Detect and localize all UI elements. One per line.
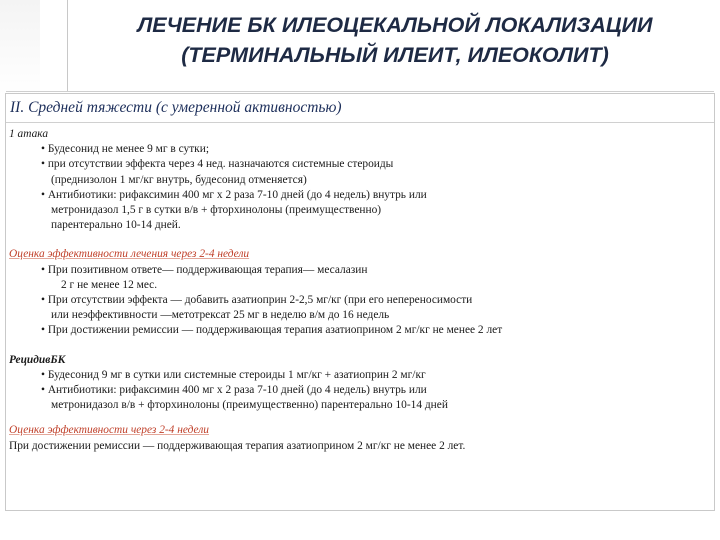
attack-line-1: • Будесонид не менее 9 мг в сутки; xyxy=(41,143,209,156)
eval2-label: Оценка эффективности через 2-4 недели xyxy=(9,424,209,437)
attack-line-3: (преднизолон 1 мг/кг внутрь, будесонид отменяется) xyxy=(51,173,307,186)
relapse-label: РецидивБК xyxy=(9,353,66,366)
title-decoration xyxy=(0,0,40,96)
title-divider-vertical xyxy=(67,0,68,92)
slide-title-line1: ЛЕЧЕНИЕ БК ИЛЕОЦЕКАЛЬНОЙ ЛОКАЛИЗАЦИИ xyxy=(137,13,653,37)
attack-line-5: метронидазол 1,5 г в сутки в/в + фторхинолоны (преимущественно) xyxy=(51,204,382,217)
attack-label: 1 атака xyxy=(9,128,49,140)
attack-line-2: • при отсутствии эффекта через 4 нед. назначаются системные стероиды xyxy=(41,158,394,171)
eval1-line-5: • При достижении ремиссии — поддерживающая терапия азатиоприном 2 мг/кг не менее 2 лет xyxy=(41,324,503,337)
attack-line-6: парентерально 10-14 дней. xyxy=(51,219,181,232)
content-body xyxy=(6,123,714,454)
eval1-label: Оценка эффективности лечения через 2-4 недели xyxy=(9,248,250,261)
relapse-line-2: • Антибиотики: рифаксимин 400 мг х 2 раза 7-10 дней (до 4 недель) внутрь или xyxy=(41,384,427,397)
eval1-line-4: или неэффективности —метотрексат 25 мг в неделю в/м до 16 недель xyxy=(51,309,390,322)
slide-title-line2: (ТЕРМИНАЛЬНЫЙ ИЛЕИТ, ИЛЕОКОЛИТ) xyxy=(181,43,609,67)
content-panel xyxy=(5,93,715,511)
attack-line-4: • Антибиотики: рифаксимин 400 мг х 2 раза 7-10 дней (до 4 недель) внутрь или xyxy=(41,188,427,201)
eval1-line-1: • При позитивном ответе— поддерживающая терапия— месалазин xyxy=(41,263,368,276)
eval2-line: При достижении ремиссии — поддерживающая терапия азатиоприном 2 мг/кг не менее 2 лет. xyxy=(9,439,466,452)
relapse-line-1: • Будесонид 9 мг в сутки или системные стероиды 1 мг/кг + азатиоприн 2 мг/кг xyxy=(41,368,426,381)
eval1-line-2: 2 г не менее 12 мес. xyxy=(61,278,158,291)
eval1-line-3: • При отсутствии эффекта — добавить азатиоприн 2-2,5 мг/кг (при его непереносимости xyxy=(41,294,473,307)
slide-title xyxy=(70,10,720,70)
section-heading: II. Средней тяжести (с умеренной активностью) xyxy=(6,94,714,123)
title-divider-horizontal xyxy=(6,91,714,92)
relapse-line-3: метронидазол в/в + фторхинолоны (преимущественно) парентерально 10-14 дней xyxy=(51,399,448,412)
